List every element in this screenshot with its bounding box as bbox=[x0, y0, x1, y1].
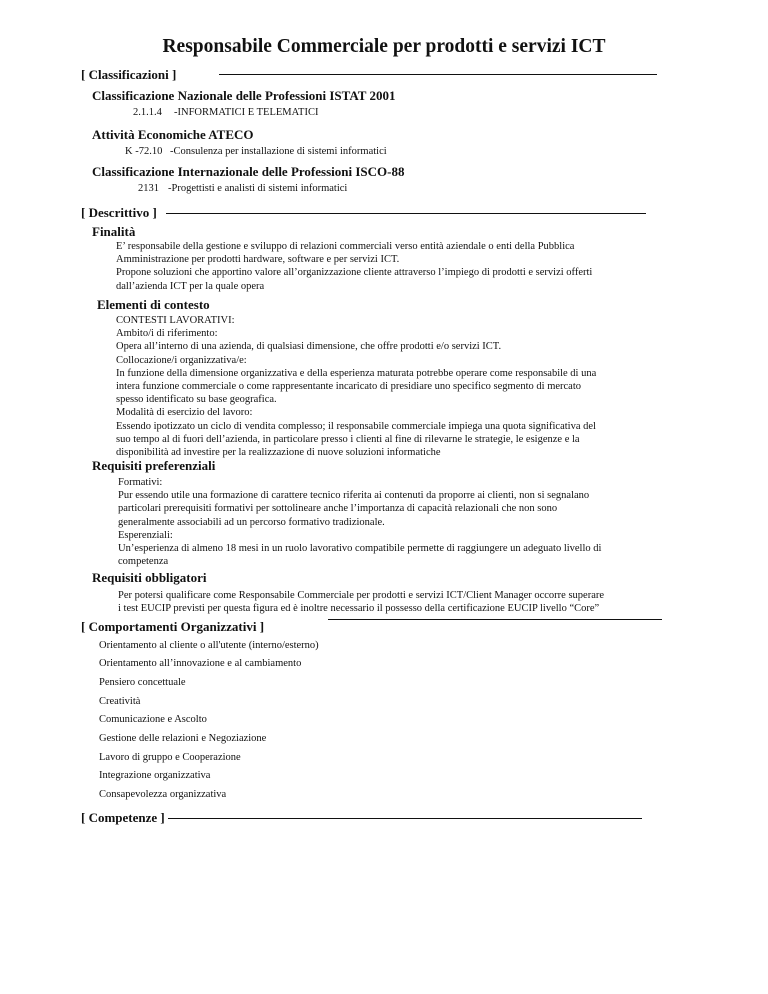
obbligatori-heading: Requisiti obbligatori bbox=[92, 570, 207, 585]
text-line: Esperenziali: bbox=[118, 529, 173, 541]
page-title: Responsabile Commerciale per prodotti e servizi ICT bbox=[162, 36, 606, 57]
text-line: particolari prerequisiti formativi per sottolineare anche l’importanza di capacità relazionali che non sono bbox=[118, 503, 558, 515]
text-line: spesso identificato su base geografica. bbox=[116, 394, 277, 406]
text-line: Formativi: bbox=[118, 477, 163, 488]
list-item: Consapevolezza organizzativa bbox=[99, 789, 227, 800]
section-classificazioni: [ Classificazioni ] bbox=[81, 67, 177, 82]
preferenziali-heading: Requisiti preferenziali bbox=[92, 458, 216, 473]
obbligatori-text bbox=[118, 589, 604, 615]
istat-code: 2.1.1.4 bbox=[133, 107, 162, 118]
text-line: In funzione della dimensione organizzativa e della esperienza maturata potrebbe operare come responsabile di una bbox=[116, 367, 597, 379]
section-comportamenti: [ Comportamenti Organizzativi ] bbox=[81, 619, 265, 634]
text-line: Un’esperienza di almeno 18 mesi in un ruolo lavorativo compatibile permette di raggiungere un adeguato livello di bbox=[118, 543, 602, 555]
text-line: competenza bbox=[118, 556, 169, 568]
text-line: suo tempo al di fuori dell’azienda, in particolare presso i clienti al fine di rilevarne le strategie, le esigenze e la bbox=[116, 433, 580, 445]
list-item: Creatività bbox=[99, 696, 141, 707]
text-line: Collocazione/i organizzativa/e: bbox=[116, 354, 247, 366]
text-line: Ambito/i di riferimento: bbox=[116, 328, 218, 340]
text-line: Pur essendo utile una formazione di carattere tecnico riferita ai contenuti da proporre ai clienti, non si segnalano bbox=[118, 490, 590, 502]
text-line: E’ responsabile della gestione e sviluppo di relazioni commerciali verso entità aziendale o enti della Pubblica bbox=[116, 241, 575, 252]
list-item: Orientamento all’innovazione e al cambiamento bbox=[99, 658, 302, 669]
text-line: Opera all’interno di una azienda, di qualsiasi dimensione, che offre prodotti e/o servizi ICT. bbox=[116, 341, 502, 353]
istat-heading: Classificazione Nazionale delle Professioni ISTAT 2001 bbox=[92, 88, 396, 103]
ateco-desc: -Consulenza per installazione di sistemi informatici bbox=[170, 146, 387, 157]
list-item: Comunicazione e Ascolto bbox=[99, 714, 207, 725]
preferenziali-text bbox=[118, 476, 601, 568]
istat-desc: -INFORMATICI E TELEMATICI bbox=[174, 107, 319, 118]
section-rule bbox=[168, 818, 642, 819]
contesto-text bbox=[116, 314, 596, 459]
text-line: CONTESTI LAVORATIVI: bbox=[116, 315, 235, 326]
text-line: intera funzione commerciale o come rappresentante incaricato di presidiare uno specifico segmento di mercato bbox=[116, 381, 582, 393]
section-competenze: [ Competenze ] bbox=[81, 810, 165, 825]
list-item: Integrazione organizzativa bbox=[99, 770, 211, 781]
text-line: dall’azienda ICT per la quale opera bbox=[116, 280, 265, 292]
list-item: Orientamento al cliente o all'utente (interno/esterno) bbox=[99, 640, 319, 651]
list-item: Pensiero concettuale bbox=[99, 677, 186, 688]
text-line: Amministrazione per prodotti hardware, software e per servizi ICT. bbox=[116, 254, 400, 266]
ateco-heading: Attività Economiche ATECO bbox=[92, 127, 254, 142]
section-rule bbox=[328, 619, 662, 620]
text-line: Per potersi qualificare come Responsabile Commerciale per prodotti e servizi ICT/Client Manager occorre superare bbox=[118, 590, 605, 601]
list-item: Lavoro di gruppo e Cooperazione bbox=[99, 752, 241, 763]
section-rule bbox=[166, 213, 646, 214]
text-line: Propone soluzioni che apportino valore all’organizzazione cliente attraverso l’impiego di prodotti e servizi offerti bbox=[116, 267, 593, 279]
section-rule bbox=[219, 74, 657, 75]
contesto-heading: Elementi di contesto bbox=[97, 297, 210, 312]
text-line: generalmente associabili ad un percorso formativo tradizionale. bbox=[118, 516, 385, 528]
finalita-heading: Finalità bbox=[92, 224, 136, 239]
isco-code: 2131 bbox=[138, 183, 159, 194]
list-item: Gestione delle relazioni e Negoziazione bbox=[99, 733, 267, 744]
ateco-code: K -72.10 bbox=[125, 146, 163, 157]
isco-desc: -Progettisti e analisti di sistemi informatici bbox=[168, 183, 348, 194]
text-line: i test EUCIP previsti per questa figura ed è inoltre necessario il possesso della certificazione EUCIP livello “Core” bbox=[118, 603, 600, 615]
isco-heading: Classificazione Internazionale delle Professioni ISCO-88 bbox=[92, 164, 405, 179]
text-line: disponibilità ad investire per la realizzazione di nuove soluzioni informatiche bbox=[116, 447, 441, 459]
text-line: Modalità di esercizio del lavoro: bbox=[116, 407, 253, 419]
finalita-text bbox=[116, 240, 592, 293]
text-line: Essendo ipotizzato un ciclo di vendita complesso; il responsabile commerciale impiega una quota significativa del bbox=[116, 420, 596, 432]
section-descrittivo: [ Descrittivo ] bbox=[81, 205, 157, 220]
